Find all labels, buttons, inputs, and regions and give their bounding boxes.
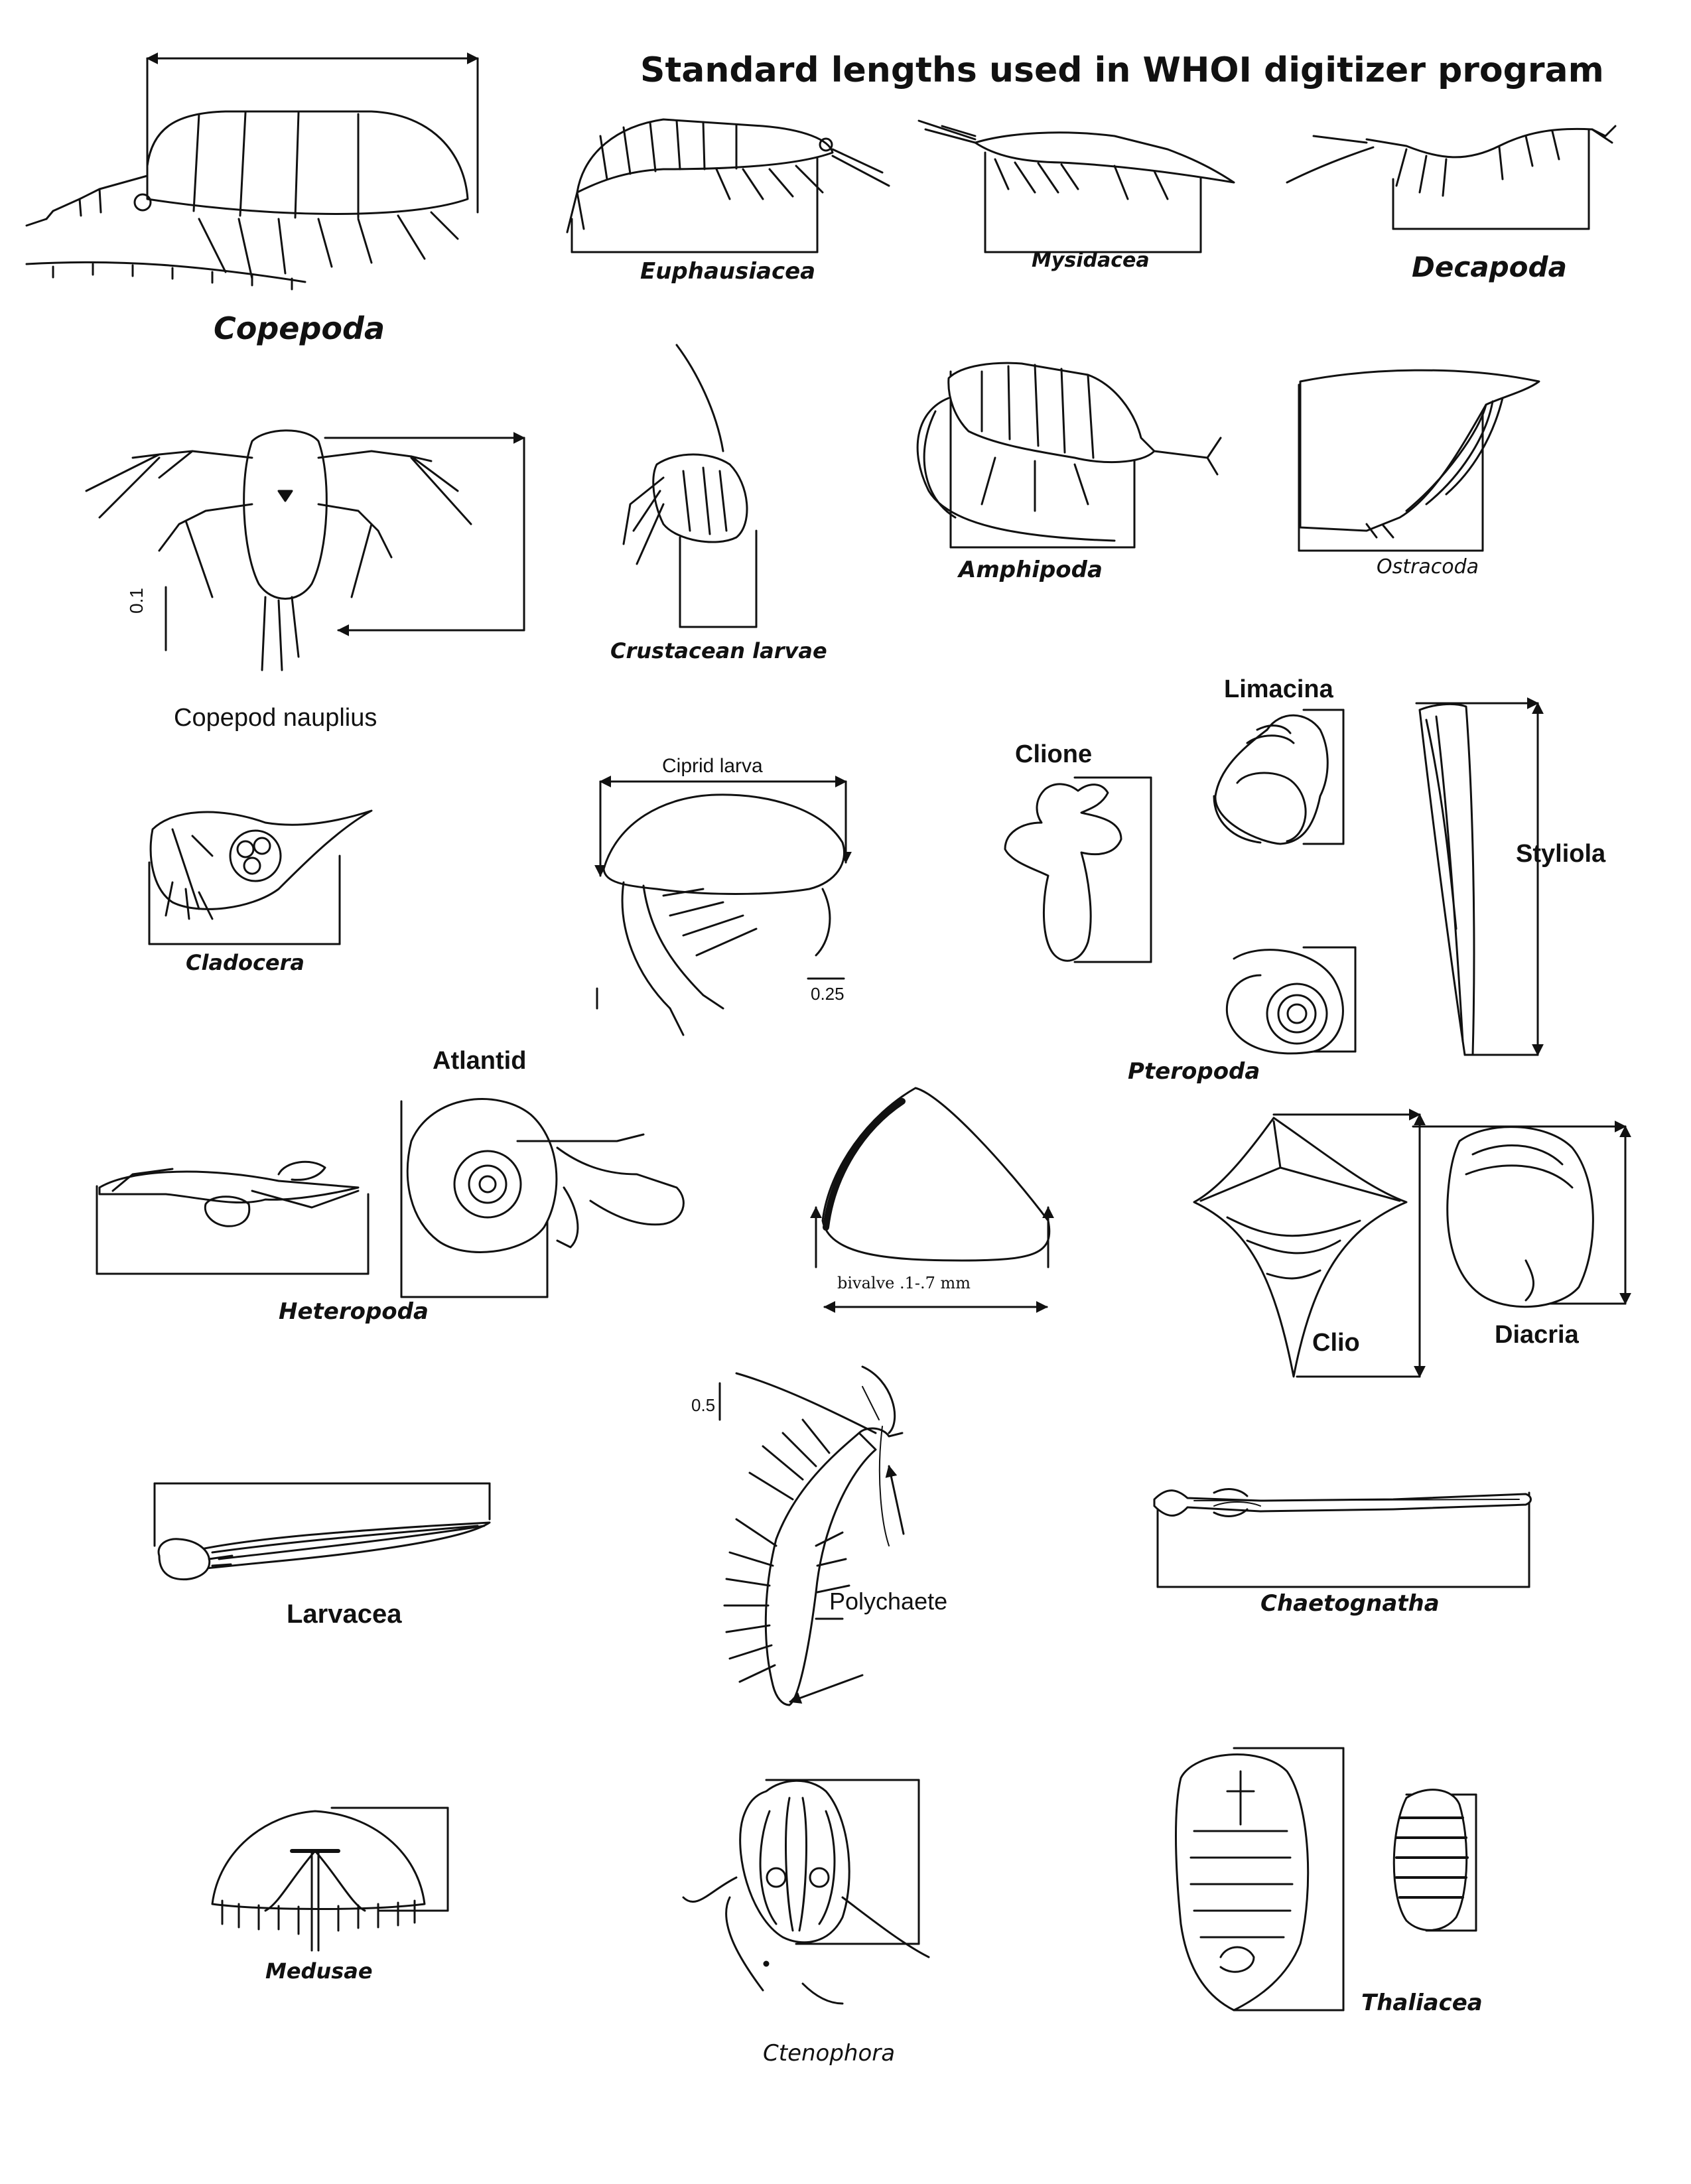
amphipoda-drawing [917, 363, 1221, 547]
label-crustacean-larvae: Crustacean larvae [610, 638, 827, 663]
label-euphausiacea: Euphausiacea [640, 258, 816, 285]
label-mysidacea: Mysidacea [1032, 249, 1150, 272]
label-ostracoda: Ostracoda [1377, 555, 1479, 579]
chaetognatha-drawing [1154, 1489, 1531, 1587]
label-pteropoda: Pteropoda [1128, 1058, 1260, 1085]
cladocera-drawing [149, 811, 372, 944]
label-clione: Clione [1015, 740, 1093, 768]
decapoda-drawing [1287, 126, 1615, 229]
nauplius-scale-label: 0.1 [126, 588, 147, 614]
mysidacea-drawing [919, 121, 1234, 252]
crustacean-larvae-drawing [624, 345, 756, 627]
heteropoda-drawing [97, 1162, 368, 1274]
ctenophora-drawing [683, 1780, 929, 2004]
polychaete-scale-label: 0.5 [691, 1395, 716, 1415]
label-larvacea: Larvacea [287, 1600, 402, 1629]
limacina-drawing [1214, 710, 1343, 844]
label-copepod-nauplius: Copepod nauplius [174, 704, 377, 732]
label-atlantid: Atlantid [433, 1047, 527, 1075]
label-copepoda: Copepoda [214, 310, 385, 346]
label-decapoda: Decapoda [1412, 251, 1567, 283]
styliola-drawing [1416, 703, 1538, 1055]
ciprid-scale-label: 0.25 [811, 984, 845, 1004]
ciprid-larva-drawing [597, 782, 846, 1035]
label-bivalve: bivalve .1-.7 mm [837, 1274, 971, 1292]
label-amphipoda: Amphipoda [959, 557, 1103, 583]
larvacea-drawing [155, 1483, 490, 1580]
label-ctenophora: Ctenophora [763, 2040, 896, 2067]
copepoda-drawing [27, 58, 478, 289]
label-cladocera: Cladocera [186, 950, 304, 975]
label-medusae: Medusae [265, 1958, 373, 1984]
clio-drawing [1194, 1115, 1420, 1377]
label-heteropoda: Heteropoda [279, 1298, 429, 1325]
copepod-nauplius-drawing [86, 431, 524, 670]
clione-drawing [1005, 778, 1151, 962]
label-clio: Clio [1312, 1329, 1360, 1357]
label-ciprid-larva: Ciprid larva [662, 755, 763, 777]
ostracoda-drawing [1299, 370, 1539, 551]
label-styliola: Styliola [1516, 840, 1606, 868]
diacria-drawing [1413, 1126, 1625, 1307]
polychaete-drawing [720, 1367, 904, 1705]
label-thaliacea: Thaliacea [1361, 1990, 1483, 2016]
label-diacria: Diacria [1495, 1321, 1579, 1349]
pteropoda-drawing [1227, 947, 1355, 1054]
label-polychaete: Polychaete [829, 1588, 948, 1615]
atlantid-drawing [401, 1099, 683, 1297]
thaliacea-drawing [1176, 1748, 1477, 2010]
euphausiacea-drawing [567, 119, 889, 252]
medusae-drawing [212, 1808, 448, 1950]
label-chaetognatha: Chaetognatha [1260, 1590, 1440, 1617]
label-limacina: Limacina [1224, 675, 1333, 703]
figure-title: Standard lengths used in WHOI digitizer program [640, 50, 1604, 90]
